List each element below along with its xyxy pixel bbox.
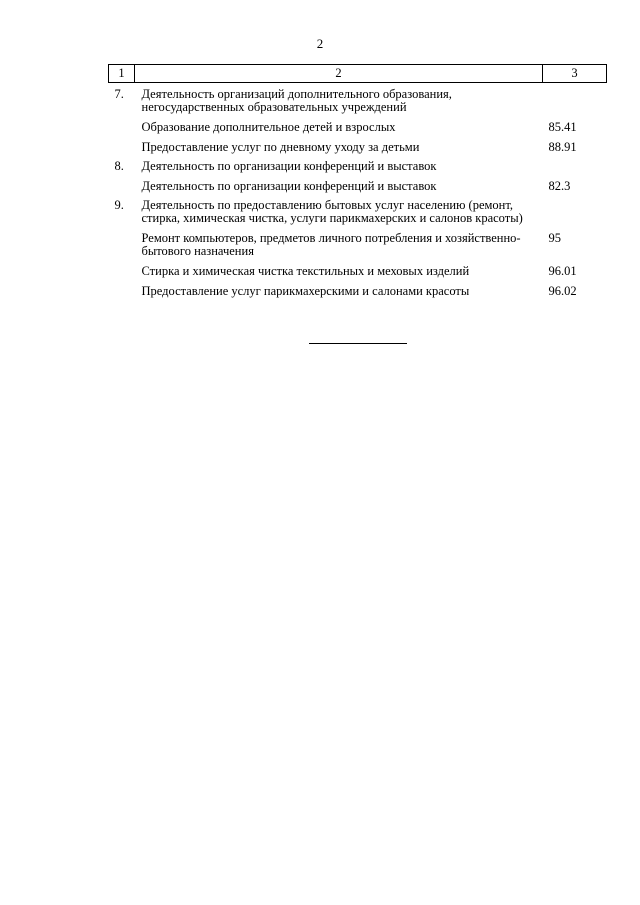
row-description: Деятельность по предоставлению бытовых услуг населению (ремонт, стирка, химическая чистка, услуги парикмахерских и салонов красоты) bbox=[141, 198, 523, 225]
table-row bbox=[109, 258, 607, 278]
row-number bbox=[109, 225, 135, 258]
row-description: Деятельность по организации конференций и выставок bbox=[141, 179, 437, 193]
table-row bbox=[109, 83, 607, 115]
row-number: 9. bbox=[114, 198, 124, 212]
table-row bbox=[109, 154, 607, 173]
row-code: 82.3 bbox=[548, 179, 571, 193]
row-description: Образование дополнительное детей и взрослых bbox=[141, 120, 396, 134]
row-code: 96.01 bbox=[548, 264, 577, 278]
row-code: 95 bbox=[548, 231, 561, 245]
row-description: Ремонт компьютеров, предметов личного потребления и хозяйственно-бытового назначения bbox=[141, 231, 521, 258]
row-code bbox=[543, 154, 607, 173]
row-description: Стирка и химическая чистка текстильных и меховых изделий bbox=[141, 264, 470, 278]
row-number bbox=[109, 134, 135, 154]
row-code: 85.41 bbox=[548, 120, 577, 134]
table-header-row bbox=[109, 65, 607, 83]
row-number: 7. bbox=[114, 87, 124, 101]
row-code: 96.02 bbox=[548, 284, 577, 298]
table-row bbox=[109, 134, 607, 154]
row-code: 88.91 bbox=[548, 140, 577, 154]
row-number bbox=[109, 258, 135, 278]
row-description: Предоставление услуг по дневному уходу за детьми bbox=[141, 140, 420, 154]
footer-divider bbox=[309, 343, 407, 344]
header-col-1: 1 bbox=[109, 65, 135, 83]
row-number: 8. bbox=[114, 159, 124, 173]
activity-table bbox=[108, 64, 607, 298]
row-description: Деятельность организаций дополнительного образования, негосударственных образовательных учреждений bbox=[141, 87, 452, 114]
table-row bbox=[109, 114, 607, 134]
row-number bbox=[109, 114, 135, 134]
row-description: Предоставление услуг парикмахерскими и салонами красоты bbox=[141, 284, 470, 298]
row-number bbox=[109, 173, 135, 193]
page-number: 2 bbox=[316, 36, 324, 51]
row-code bbox=[543, 193, 607, 225]
table-row bbox=[109, 173, 607, 193]
row-description: Деятельность по организации конференций и выставок bbox=[141, 159, 437, 173]
header-col-3: 3 bbox=[543, 65, 607, 83]
table-row bbox=[109, 193, 607, 225]
row-code bbox=[543, 83, 607, 115]
table-row bbox=[109, 225, 607, 258]
row-number bbox=[109, 278, 135, 298]
header-col-2: 2 bbox=[135, 65, 543, 83]
table-row bbox=[109, 278, 607, 298]
